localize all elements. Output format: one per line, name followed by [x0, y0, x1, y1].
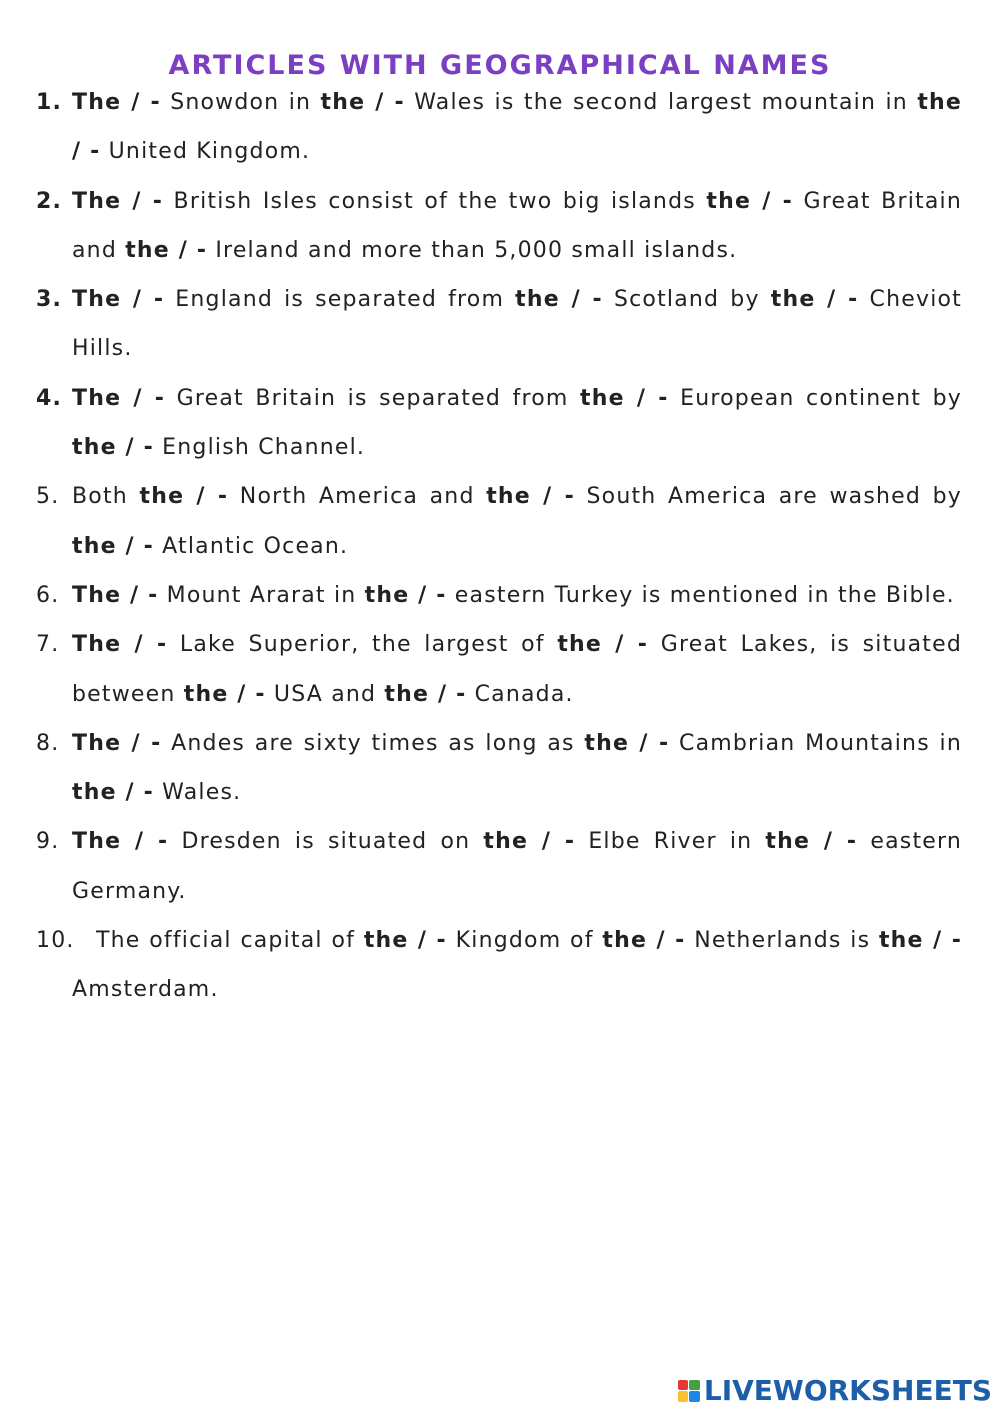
- article-choice[interactable]: the / -: [584, 730, 670, 756]
- sentence-text: Cambrian Mountains in: [669, 730, 962, 756]
- logo-mark-square: [678, 1391, 689, 1402]
- item-number: 3.: [36, 287, 63, 313]
- article-choice[interactable]: the / -: [72, 435, 154, 461]
- article-choice[interactable]: the / -: [602, 928, 686, 954]
- page-title: ARTICLES WITH GEOGRAPHICAL NAMES: [168, 50, 832, 81]
- sentence-text: Amsterdam.: [72, 977, 219, 1003]
- sentence-text: British Isles consist of the two big islands: [163, 188, 707, 214]
- sentence-text: The official capital of: [96, 928, 364, 954]
- sentence-text: Atlantic Ocean.: [153, 533, 349, 559]
- sentence-text: Great Lakes, is situated between: [72, 632, 962, 707]
- item-number: 5.: [36, 484, 60, 510]
- exercise-item: [36, 472, 962, 571]
- exercise-item: [36, 374, 962, 473]
- article-choice[interactable]: the / -: [364, 582, 447, 608]
- logo-mark-square: [689, 1380, 700, 1391]
- item-number: 2.: [36, 188, 63, 214]
- item-number: 7.: [36, 632, 60, 658]
- article-choice[interactable]: The / -: [72, 829, 169, 855]
- logo-text: LIVEWORKSHEETS: [703, 1374, 992, 1407]
- sentence-text: Both: [72, 484, 140, 510]
- item-number: 8.: [36, 730, 60, 756]
- item-number: 10.: [36, 928, 75, 954]
- sentence-text: USA and: [265, 681, 385, 707]
- article-choice[interactable]: The / -: [72, 632, 168, 658]
- sentence-text: European continent by: [668, 385, 962, 411]
- article-choice[interactable]: the / -: [72, 90, 963, 165]
- sentence-text: Kingdom of: [446, 928, 603, 954]
- sentence-text: United Kingdom.: [100, 139, 311, 165]
- sentence-text: English Channel.: [153, 435, 366, 461]
- exercise-item: [36, 817, 962, 916]
- article-choice[interactable]: The / -: [72, 90, 161, 115]
- liveworksheets-logo: [678, 1374, 992, 1407]
- exercise-item: [36, 916, 962, 1015]
- sentence-text: eastern Turkey is mentioned in the Bible.: [446, 582, 955, 608]
- article-choice[interactable]: the / -: [72, 533, 154, 559]
- article-choice[interactable]: the / -: [557, 632, 649, 658]
- article-choice[interactable]: the / -: [580, 385, 669, 411]
- article-choice[interactable]: The / -: [72, 582, 159, 608]
- sentence-text: Snowdon in: [160, 90, 321, 115]
- article-choice[interactable]: the / -: [515, 287, 603, 313]
- article-choice[interactable]: the / -: [486, 484, 575, 510]
- article-choice[interactable]: the / -: [384, 681, 467, 707]
- article-choice[interactable]: the / -: [183, 681, 266, 707]
- article-choice[interactable]: the / -: [320, 90, 405, 115]
- sentence-text: Cheviot Hills.: [72, 287, 962, 362]
- article-choice[interactable]: the / -: [706, 188, 793, 214]
- sentence-text: Wales is the second largest mountain in: [404, 90, 918, 115]
- sentence-text: Lake Superior, the largest of: [167, 632, 558, 658]
- exercise-item: [36, 275, 962, 374]
- sentence-text: England is separated from: [164, 287, 516, 313]
- exercise-item: [36, 571, 962, 620]
- logo-mark-square: [689, 1391, 700, 1402]
- liveworksheets-mark-icon: [678, 1380, 700, 1402]
- sentence-text: North America and: [228, 484, 487, 510]
- article-choice[interactable]: the / -: [363, 928, 447, 954]
- sentence-text: Great Britain and: [72, 188, 962, 263]
- exercise-item: [36, 719, 962, 818]
- article-choice[interactable]: the / -: [878, 928, 963, 954]
- article-choice[interactable]: the / -: [125, 237, 208, 263]
- exercise-item: [36, 620, 962, 719]
- sentence-text: South America are washed by: [574, 484, 962, 510]
- item-number: 9.: [36, 829, 60, 855]
- article-choice[interactable]: the / -: [483, 829, 576, 855]
- sentence-text: Dresden is situated on: [168, 829, 484, 855]
- article-choice[interactable]: the / -: [770, 287, 859, 313]
- sentence-text: Mount Ararat in: [158, 582, 365, 608]
- sentence-text: Ireland and more than 5,000 small islands.: [207, 237, 738, 263]
- item-number: 4.: [36, 385, 63, 411]
- article-choice[interactable]: The / -: [72, 188, 164, 214]
- article-choice[interactable]: the / -: [765, 829, 858, 855]
- logo-mark-square: [678, 1380, 689, 1391]
- sentence-text: Elbe River in: [575, 829, 766, 855]
- sentence-text: Scotland by: [602, 287, 771, 313]
- article-choice[interactable]: The / -: [72, 385, 166, 411]
- exercise-item: [36, 177, 962, 276]
- article-choice[interactable]: the / -: [72, 780, 154, 806]
- sentence-text: eastern Germany.: [72, 829, 963, 904]
- sentence-text: Canada.: [466, 681, 574, 707]
- sentence-text: Netherlands is: [685, 928, 879, 954]
- exercise-item: [36, 78, 962, 177]
- sentence-text: Wales.: [153, 780, 242, 806]
- sentence-text: Andes are sixty times as long as: [161, 730, 585, 756]
- article-choice[interactable]: the / -: [139, 484, 229, 510]
- article-choice[interactable]: The / -: [72, 730, 162, 756]
- exercise-list: [36, 78, 962, 1015]
- article-choice[interactable]: The / -: [72, 287, 165, 313]
- sentence-text: Great Britain is separated from: [165, 385, 581, 411]
- item-number: 6.: [36, 582, 60, 608]
- item-number: 1.: [36, 90, 63, 115]
